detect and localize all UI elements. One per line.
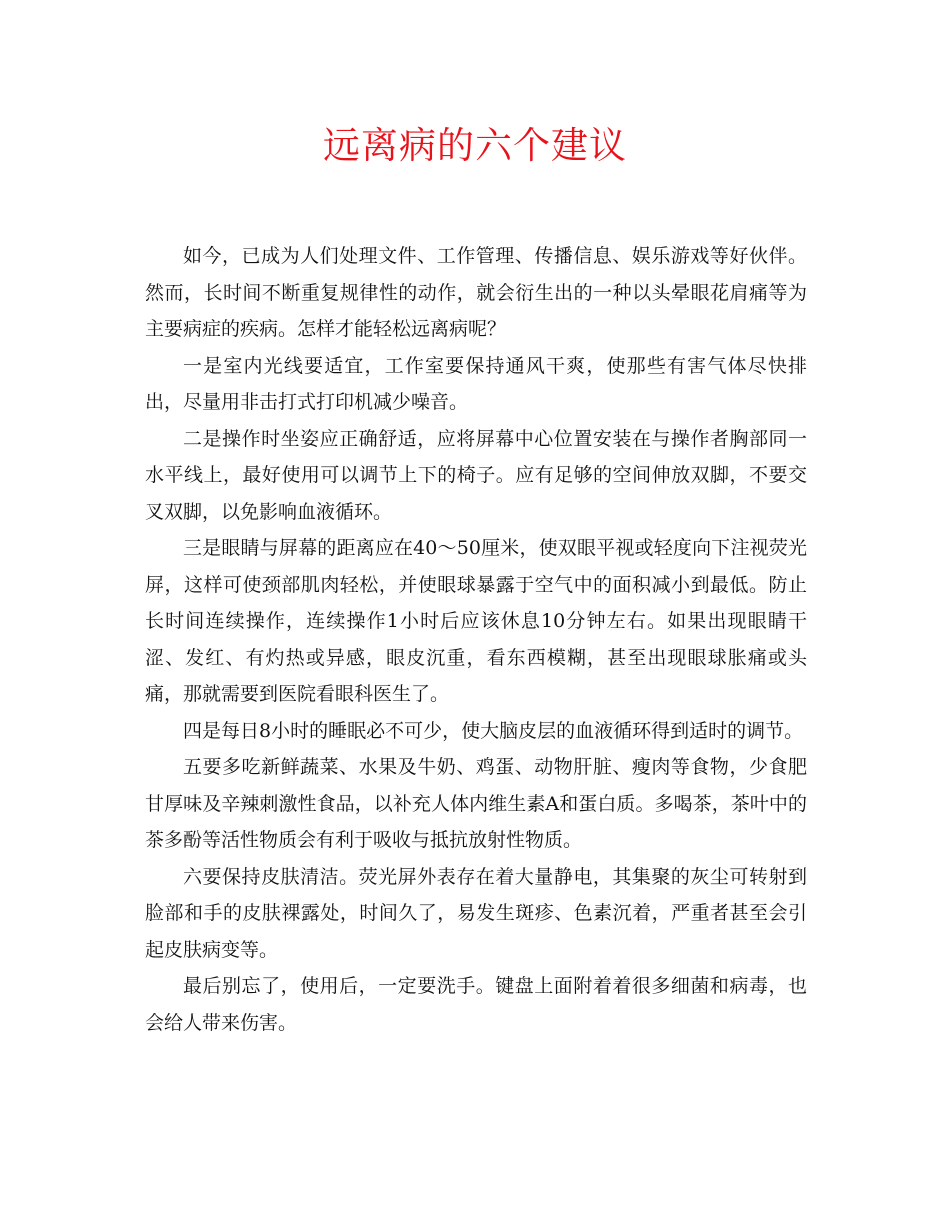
paragraph-lighting: 一是室内光线要适宜，工作室要保持通风干爽，使那些有害气体尽快排出，尽量用非击打式打印机减少噪音。: [145, 354, 807, 413]
paragraph-eyes: 三是眼睛与屏幕的距离应在40～50厘米，使双眼平视或轻度向下注视荧光屏，这样可使颈部肌肉轻松，并使眼球暴露于空气中的面积减小到最低。防止长时间连续操作，连续操作1小时后应该休息10分钟左右。如果出现眼睛干涩、发红、有灼热或异感，眼皮沉重，看东西模糊，甚至出现眼球胀痛或头痛，那就需要到医院看眼科医生了。: [145, 537, 807, 705]
paragraph-sleep: 四是每日8小时的睡眠必不可少，使大脑皮层的血液循环得到适时的调节。: [183, 719, 804, 742]
article-body: [145, 238, 807, 1041]
paragraph-skin: 六要保持皮肤清洁。荧光屏外表存在着大量静电，其集聚的灰尘可转射到脸部和手的皮肤裸露处，时间久了，易发生斑疹、色素沉着，严重者甚至会引起皮肤病变等。: [145, 865, 807, 961]
paragraph-intro: 如今，已成为人们处理文件、工作管理、传播信息、娱乐游戏等好伙伴。然而，长时间不断重复规律性的动作，就会衍生出的一种以头晕眼花肩痛等为主要病症的疾病。怎样才能轻松远离病呢？: [145, 245, 807, 340]
paragraph-handwashing: 最后别忘了，使用后，一定要洗手。键盘上面附着着很多细菌和病毒，也会给人带来伤害。: [145, 975, 807, 1034]
paragraph-diet: 五要多吃新鲜蔬菜、水果及牛奶、鸡蛋、动物肝脏、瘦肉等食物，少食肥甘厚味及辛辣刺激性食品，以补充人体内维生素A和蛋白质。多喝茶，茶叶中的茶多酚等活性物质会有利于吸收与抵抗放射性物质。: [145, 756, 807, 851]
page-title: 远离病的六个建议: [323, 124, 627, 167]
paragraph-posture: 二是操作时坐姿应正确舒适，应将屏幕中心位置安装在与操作者胸部同一水平线上，最好使用可以调节上下的椅子。应有足够的空间伸放双脚，不要交叉双脚，以免影响血液循环。: [145, 427, 807, 523]
